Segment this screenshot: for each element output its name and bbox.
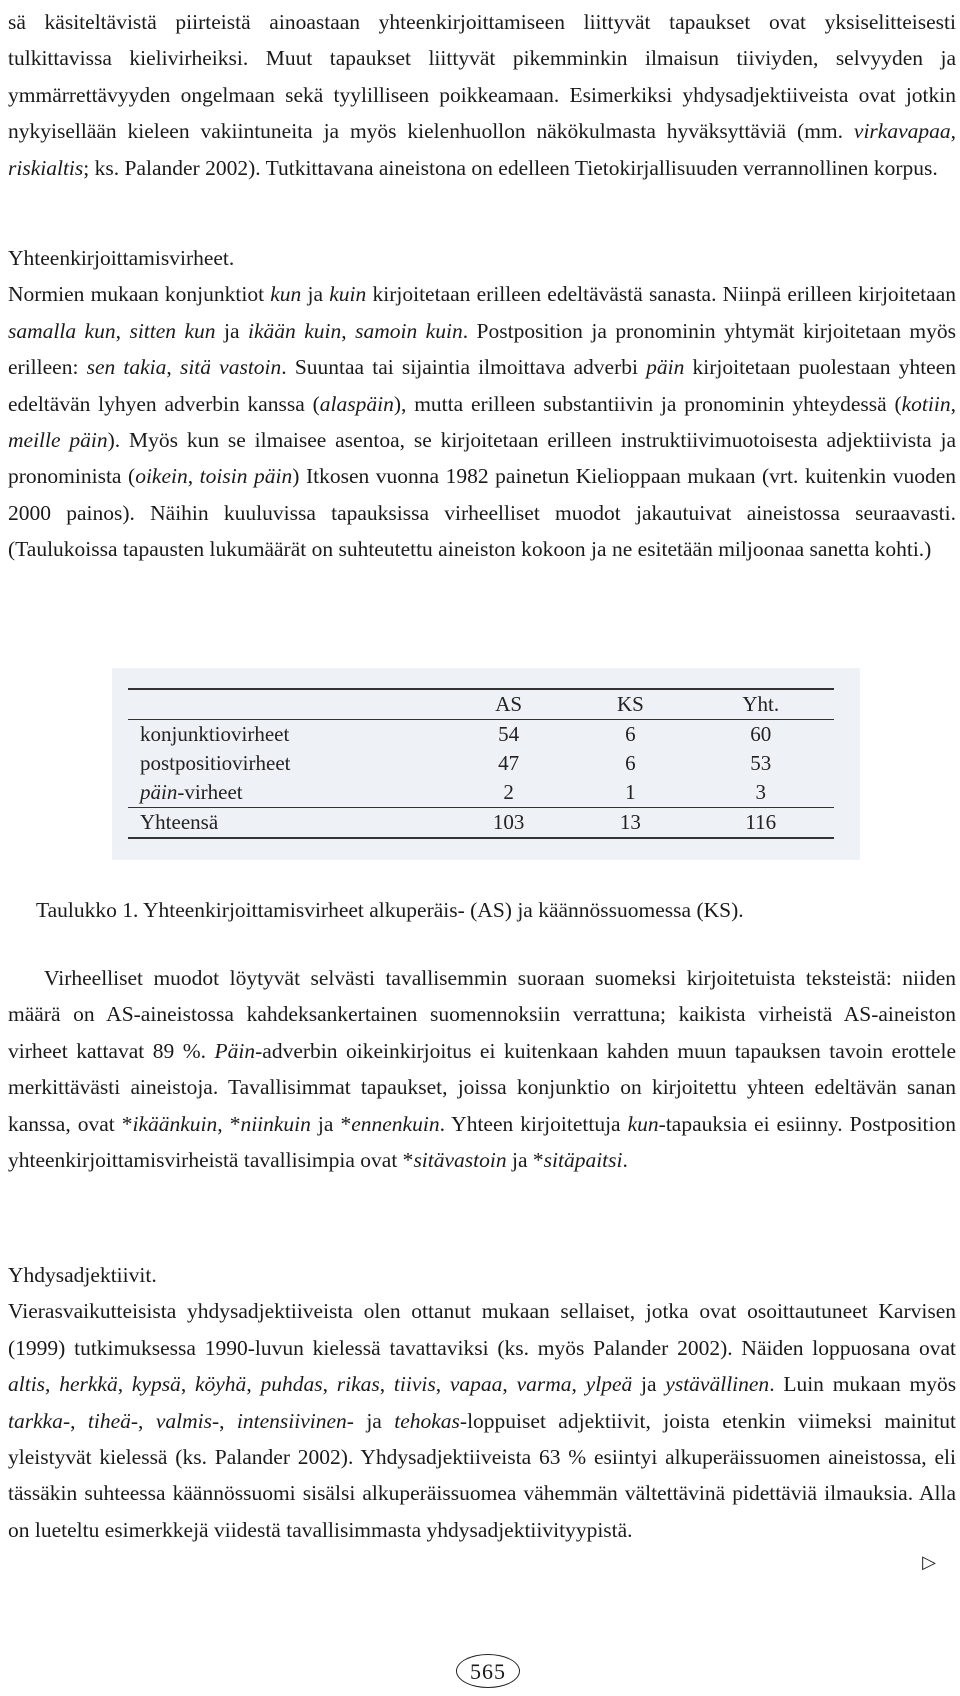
text-span: -loppuiset adjektiivit, joista etenkin viimeksi mainitut yleistyvät kielessä (ks. Palander 2002). Yhdysadjektiiveista 63 % esiintyi alkuperäissuomen aineistossa, eli tässäkin suhteessa käännössuomi sisälsi alkuperäissuomea vähemmän vältettävinä pidettäviä ilmauksia. Alla on lueteltu esimerkkejä viidestä tavallisimmasta yhdysadjektiivityypistä. xyxy=(8,1408,956,1542)
example-word: intensiivinen xyxy=(236,1408,347,1433)
text-span: ; ks. Palander 2002). Tutkittavana aineistona on edelleen Tietokirjallisuuden verrannollinen korpus. xyxy=(83,155,938,180)
text-span: , xyxy=(341,318,356,343)
example-word: altis xyxy=(8,1372,46,1397)
example-word: puhdas xyxy=(260,1372,323,1397)
example-word: meille päin xyxy=(8,428,108,453)
text-span: -adverbin oikeinkirjoitus ei kuitenkaan kahden muun tapauksen tavoin erottele merkittävästi aineistoja. Tavallisimmat tapaukset, joissa konjunktio on kirjoitettu yhteen edeltävän sanan kanssa, ovat * xyxy=(8,1038,956,1136)
text-span: , xyxy=(435,1372,450,1397)
example-word: vapaa xyxy=(449,1372,503,1397)
text-span: -tapauksia ei esiinny. Postposition yhteenkirjoittamisvirheistä tavallisimpia ovat * xyxy=(8,1111,956,1173)
example-word: ennenkuin xyxy=(351,1111,440,1136)
section-heading: Yhdysadjektiivit. xyxy=(8,1263,157,1287)
section-compound-adjectives xyxy=(8,1257,956,1548)
text-span: , xyxy=(571,1372,586,1397)
example-word: herkkä xyxy=(59,1372,118,1397)
label-italic: päin xyxy=(140,780,178,804)
text-span: - ja xyxy=(346,1408,395,1433)
example-word: kun xyxy=(270,282,302,307)
table-total-row xyxy=(128,808,834,839)
table-header-cell: KS xyxy=(616,692,644,716)
example-word: ikäänkuin xyxy=(132,1111,218,1136)
example-word: kypsä xyxy=(131,1372,181,1397)
text-span: , xyxy=(115,318,130,343)
paragraph-compound-errors xyxy=(8,276,956,567)
paragraph-analysis xyxy=(8,960,956,1178)
table-row-label xyxy=(128,778,444,808)
text-span: Vierasvaikutteisista yhdysadjektiiveista olen ottanut mukaan sellaiset, jotka ovat osoittautuneet Karvisen (1999) tutkimuksessa 1990-luvun kielessä tavattaviksi (ks. myös Palander 2002). Näiden loppuosana ovat xyxy=(8,1299,956,1360)
example-word: valmis xyxy=(155,1408,212,1433)
next-page-arrow-icon[interactable]: ▷ xyxy=(922,1552,936,1573)
example-word: ylpeä xyxy=(585,1372,633,1397)
text-span: , xyxy=(379,1372,394,1397)
text-span: . Yhteen kirjoitettuja xyxy=(439,1111,628,1136)
example-word: samoin kuin xyxy=(355,318,463,343)
table-cell: 3 xyxy=(755,780,766,804)
table-row xyxy=(128,778,834,808)
text-span: kirjoitetaan erilleen edeltävästä sanasta. Niinpä erilleen kirjoitetaan xyxy=(366,282,956,307)
table-row xyxy=(128,720,834,750)
text-span: ja * xyxy=(310,1111,352,1136)
table-cell: 2 xyxy=(503,780,514,804)
text-span: . Suuntaa tai sijaintia ilmoittava adverbi xyxy=(281,355,647,380)
example-word: kotiin xyxy=(901,391,951,416)
text-span: , xyxy=(117,1372,132,1397)
table-cell: 6 xyxy=(625,751,636,775)
table-cell: 116 xyxy=(745,810,777,834)
example-word: varma xyxy=(516,1372,572,1397)
text-span: ja xyxy=(632,1372,666,1397)
text-span: , xyxy=(502,1372,517,1397)
section-heading: Yhteenkirjoittamisvirheet. xyxy=(8,246,235,270)
paragraph-intro xyxy=(8,4,956,186)
example-word: tiheä xyxy=(87,1408,131,1433)
example-word: kun xyxy=(627,1111,659,1136)
table-caption: Taulukko 1. Yhteenkirjoittamisvirheet alkuperäis- (AS) ja käännössuomessa (KS). xyxy=(36,898,744,922)
text-span: ja xyxy=(301,282,330,307)
text-span: -, xyxy=(211,1408,237,1433)
example-word: niinkuin xyxy=(240,1111,311,1136)
label-rest: -virheet xyxy=(177,780,243,804)
example-word: Päin xyxy=(214,1038,256,1063)
text-span: ). Myös kun se ilmaisee asentoa, se kirjoitetaan erilleen instruktiivimuotoisesta adjektiivista ja pronominista ( xyxy=(8,428,956,489)
section-compound-errors xyxy=(8,240,956,568)
text-span: , xyxy=(322,1372,337,1397)
text-span: ja xyxy=(215,318,248,343)
text-span: -, xyxy=(62,1408,88,1433)
text-span: , xyxy=(950,391,956,416)
text-span: ja * xyxy=(506,1148,544,1173)
error-table xyxy=(128,688,834,839)
example-word: oikein xyxy=(135,464,188,489)
table-row-label: Yhteensä xyxy=(140,810,219,834)
table-row-label: postpositiovirheet xyxy=(140,751,291,775)
example-word: sitävastoin xyxy=(413,1148,507,1173)
text-span: -, xyxy=(130,1408,156,1433)
text-span: . Postposition ja pronominin yhtymät kirjoitetaan myös erilleen: xyxy=(8,318,957,380)
table-cell: 6 xyxy=(625,722,636,746)
text-span: , xyxy=(180,1372,195,1397)
table-row xyxy=(128,749,834,778)
table-image xyxy=(112,668,860,860)
text-span: kirjoitetaan puolestaan yhteen edeltävän lyhyen adverbin kanssa ( xyxy=(8,355,957,416)
example-word: ystävällinen xyxy=(665,1372,770,1397)
text-span: , xyxy=(45,1372,60,1397)
table-header-cell: AS xyxy=(495,692,523,716)
table-cell: 47 xyxy=(498,751,520,775)
text-span: . Luin mukaan myös xyxy=(769,1372,957,1397)
example-word: rikas xyxy=(336,1372,380,1397)
table-row-label: konjunktiovirheet xyxy=(140,722,290,746)
text-span: ), mutta erilleen substantiivin ja pronominin yhteydessä ( xyxy=(393,391,902,416)
text-span: , * xyxy=(217,1111,241,1136)
example-word: sitäpaitsi xyxy=(543,1148,623,1173)
table-header-cell xyxy=(128,689,444,720)
table-cell: 54 xyxy=(498,722,520,746)
table-header-row xyxy=(128,689,834,720)
text-span: , xyxy=(950,119,956,144)
page-number: 565 xyxy=(456,1654,520,1688)
text-span: . xyxy=(622,1148,628,1173)
example-word: alaspäin xyxy=(319,391,394,416)
example-word: köyhä xyxy=(194,1372,247,1397)
table-cell: 60 xyxy=(750,722,772,746)
example-word: tiivis xyxy=(393,1372,436,1397)
text-span: Normien mukaan konjunktiot xyxy=(8,282,271,307)
text-span: Virheelliset muodot löytyvät selvästi tavallisemmin suoraan suomeksi kirjoitetuista teksteistä: niiden määrä on AS-aineistossa kahdeksankertainen suomennoksiin verrattuna; kaikista virheistä AS-aineiston virheet kattavat 89 %. xyxy=(8,966,956,1063)
example-word: samalla kun xyxy=(8,318,116,343)
example-word: toisin päin xyxy=(199,464,293,489)
table-cell: 13 xyxy=(619,810,641,834)
table-cell: 1 xyxy=(625,780,636,804)
paragraph-compound-adjectives xyxy=(8,1293,956,1548)
example-word: riskialtis xyxy=(8,155,84,180)
text-span: sä käsiteltävistä piirteistä ainoastaan yhteenkirjoittamiseen liittyvät tapaukset ovat yksiselitteisesti tulkittavissa kielivirheiksi. Muut tapaukset liittyvät pikemminkin ilmaisun tiiviyden, selvyyden ja ymmärrettävyyden ongelmaan sekä tyylilliseen poikkeamaan. Esimerkiksi yhdysadjektiiveista ovat jotkin nykyisellään kieleen vakiintuneita ja myös kielenhuollon näkökulmasta hyväksyttäviä (mm. xyxy=(8,10,956,144)
text-span: , xyxy=(187,464,200,489)
example-word: kuin xyxy=(329,282,367,307)
example-word: ikään kuin xyxy=(248,318,342,343)
example-word: virkavapaa xyxy=(853,119,951,144)
example-word: sitä vastoin xyxy=(179,355,282,380)
table-cell: 103 xyxy=(492,810,525,834)
text-span: , xyxy=(166,355,180,380)
example-word: sitten kun xyxy=(129,318,216,343)
example-word: sen takia xyxy=(86,355,167,380)
text-span: ) Itkosen vuonna 1982 painetun Kielioppaan mukaan (vrt. kuitenkin vuoden 2000 painos). Näihin kuuluvissa tapauksissa virheelliset muodot jakautuivat aineistossa seuraavasti. (Taulukoissa tapausten lukumäärät on suhteutettu aineiston kokoon ja ne esitetään miljoonaa sanetta kohti.) xyxy=(8,464,957,562)
table-header-cell: Yht. xyxy=(742,692,780,716)
example-word: tehokas xyxy=(394,1408,460,1433)
example-word: päin xyxy=(646,355,685,380)
table-cell: 53 xyxy=(750,751,772,775)
text-span: , xyxy=(246,1372,261,1397)
example-word: tarkka xyxy=(8,1408,63,1433)
